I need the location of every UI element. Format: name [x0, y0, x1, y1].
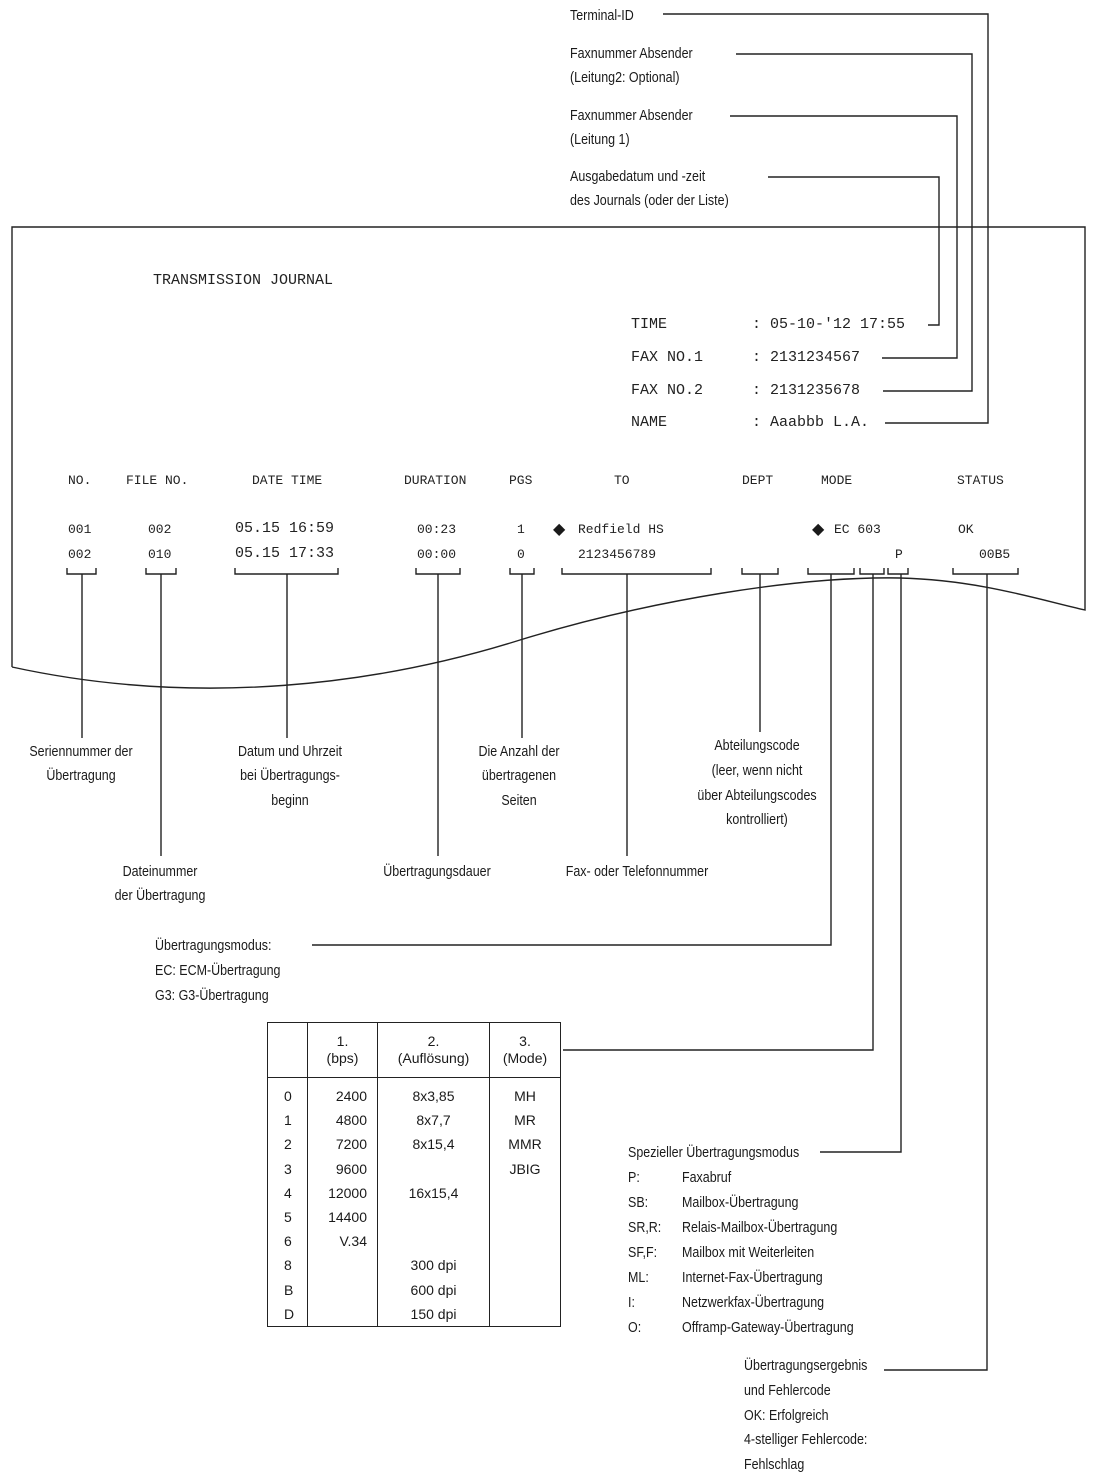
callout-serial-line2: Übertragung: [46, 768, 116, 784]
callout-mode-line1: Übertragungsmodus:: [155, 938, 272, 954]
special-desc: Internet-Fax-Übertragung: [682, 1270, 823, 1286]
callout-dept-line2: (leer, wenn nicht: [711, 763, 803, 779]
row2-status: 00B5: [979, 547, 1011, 562]
special-mode-title: Spezieller Übertragungsmodus: [628, 1145, 800, 1161]
bracket-duration: [416, 568, 460, 574]
row1-mode: EC 603: [834, 522, 881, 537]
callout-file-line1: Dateinummer: [122, 864, 198, 880]
mode-table: [267, 1022, 561, 1327]
result-line3: OK: Erfolgreich: [744, 1408, 829, 1424]
bracket-mode2: [860, 568, 884, 574]
callout-mode-line3: G3: G3-Übertragung: [155, 988, 269, 1004]
special-desc: Mailbox mit Weiterleiten: [682, 1245, 815, 1261]
header-date-time: DATE TIME: [252, 473, 323, 488]
row2-no: 002: [68, 547, 92, 562]
callout-fax1-line2: (Leitung 1): [570, 132, 630, 148]
header-no: NO.: [68, 473, 92, 488]
callout-fax1-line1: Faxnummer Absender: [570, 108, 693, 124]
callout-pages-line3: Seiten: [501, 793, 537, 809]
result-line2: und Fehlercode: [744, 1383, 831, 1399]
bracket-no: [67, 568, 96, 574]
special-code: I:: [628, 1295, 635, 1311]
special-code: SB:: [628, 1195, 649, 1211]
table-row: 3 9600 JBIG: [268, 1157, 561, 1181]
bracket-datetime: [235, 568, 338, 574]
row1-mode-marker-icon: ◆: [812, 521, 825, 538]
mode-table-header: [268, 1023, 561, 1078]
table-row: 4 12000 16x15,4: [268, 1181, 561, 1205]
header-status: STATUS: [957, 473, 1004, 488]
mode-table-header-resolution: 2. (Auflösung): [378, 1023, 490, 1078]
special-desc: Netzwerkfax-Übertragung: [682, 1295, 825, 1311]
callout-date-line2: des Journals (oder der Liste): [570, 193, 729, 209]
table-row: 2 7200 8x15,4 MMR: [268, 1132, 561, 1156]
leader-special: [820, 574, 901, 1152]
header-to: TO: [614, 473, 630, 488]
row2-pgs: 0: [517, 547, 525, 562]
result-line4: 4-stelliger Fehlercode:: [744, 1432, 868, 1448]
row1-no: 001: [68, 522, 92, 537]
row1-duration: 00:23: [417, 522, 457, 537]
header-mode: MODE: [821, 473, 853, 488]
callout-mode-line2: EC: ECM-Übertragung: [155, 963, 281, 979]
bracket-dept: [742, 568, 778, 574]
special-code: SR,R:: [628, 1220, 662, 1236]
special-desc: Relais-Mailbox-Übertragung: [682, 1220, 838, 1236]
bracket-to: [562, 568, 711, 574]
row1-to: Redfield HS: [578, 522, 664, 537]
mode-table-header-bps: 1. (bps): [308, 1023, 378, 1078]
callout-date-line1: Ausgabedatum und -zeit: [570, 169, 706, 185]
special-desc: Mailbox-Übertragung: [682, 1195, 799, 1211]
info-time-value: : 05-10-'12 17:55: [752, 316, 906, 333]
paper-outline: [12, 227, 1085, 688]
row1-to-marker-icon: ◆: [553, 521, 566, 538]
leader-fax2: [736, 54, 972, 391]
callout-duration: Übertragungsdauer: [383, 864, 491, 880]
callout-datetime-line3: beginn: [271, 793, 309, 809]
info-fax2-value: : 2131235678: [752, 382, 861, 399]
bracket-mode3: [888, 568, 908, 574]
callout-fax2-line2: (Leitung2: Optional): [570, 70, 680, 86]
special-desc: Faxabruf: [682, 1170, 732, 1186]
row1-datetime: 05.15 16:59: [235, 520, 335, 537]
info-fax1-value: : 2131234567: [752, 349, 861, 366]
table-row: 0 2400 8x3,85 MH: [268, 1078, 561, 1109]
header-dept: DEPT: [742, 473, 774, 488]
info-fax2-label: FAX NO.2: [631, 382, 704, 399]
callout-file-line2: der Übertragung: [114, 888, 206, 904]
info-name-label: NAME: [631, 414, 668, 431]
callout-faxnum: Fax- oder Telefonnummer: [565, 864, 709, 880]
info-time-label: TIME: [631, 316, 668, 333]
result-line1: Übertragungsergebnis: [744, 1358, 868, 1374]
special-code: SF,F:: [628, 1245, 658, 1261]
callout-dept-line4: kontrolliert): [726, 812, 788, 828]
row2-mode-special: P: [895, 547, 903, 562]
mode-table-header-index: [268, 1023, 308, 1078]
callout-terminal-id: Terminal-ID: [570, 8, 634, 24]
table-row: 1 4800 8x7,7 MR: [268, 1108, 561, 1132]
callout-datetime-line2: bei Übertragungs-: [240, 768, 340, 784]
callout-serial-line1: Seriennummer der: [29, 744, 133, 760]
row1-pgs: 1: [517, 522, 525, 537]
row1-status: OK: [958, 522, 974, 537]
bracket-pgs: [510, 568, 534, 574]
special-code: P:: [628, 1170, 640, 1186]
info-name-value: : Aaabbb L.A.: [752, 414, 870, 431]
row2-to: 2123456789: [578, 547, 657, 562]
table-row: B 600 dpi: [268, 1278, 561, 1302]
bracket-mode1: [808, 568, 854, 574]
callout-dept-line1: Abteilungscode: [714, 738, 800, 754]
bracket-status: [953, 568, 1018, 574]
table-row: 8 300 dpi: [268, 1253, 561, 1277]
callout-fax2-line1: Faxnummer Absender: [570, 46, 693, 62]
bracket-file: [146, 568, 176, 574]
header-file-no: FILE NO.: [126, 473, 189, 488]
info-fax1-label: FAX NO.1: [631, 349, 704, 366]
row1-file: 002: [148, 522, 172, 537]
callout-pages-line2: übertragenen: [481, 768, 557, 784]
special-desc: Offramp-Gateway-Übertragung: [682, 1320, 854, 1336]
result-line5: Fehlschlag: [744, 1457, 805, 1473]
row2-datetime: 05.15 17:33: [235, 545, 335, 562]
special-code: O:: [628, 1320, 642, 1336]
callout-datetime-line1: Datum und Uhrzeit: [238, 744, 342, 760]
journal-title: TRANSMISSION JOURNAL: [153, 272, 334, 289]
mode-table-header-mode: 3. (Mode): [490, 1023, 561, 1078]
table-row: 5 14400: [268, 1205, 561, 1229]
leader-mode-table: [563, 574, 873, 1050]
header-duration: DURATION: [404, 473, 467, 488]
row2-duration: 00:00: [417, 547, 457, 562]
table-row: 6 V.34: [268, 1229, 561, 1253]
special-code: ML:: [628, 1270, 649, 1286]
callout-dept-line3: über Abteilungscodes: [697, 788, 817, 804]
leader-date: [768, 177, 939, 325]
row2-file: 010: [148, 547, 172, 562]
table-row: D 150 dpi: [268, 1302, 561, 1327]
callout-pages-line1: Die Anzahl der: [478, 744, 560, 760]
leader-result: [884, 574, 987, 1370]
header-pgs: PGS: [509, 473, 533, 488]
